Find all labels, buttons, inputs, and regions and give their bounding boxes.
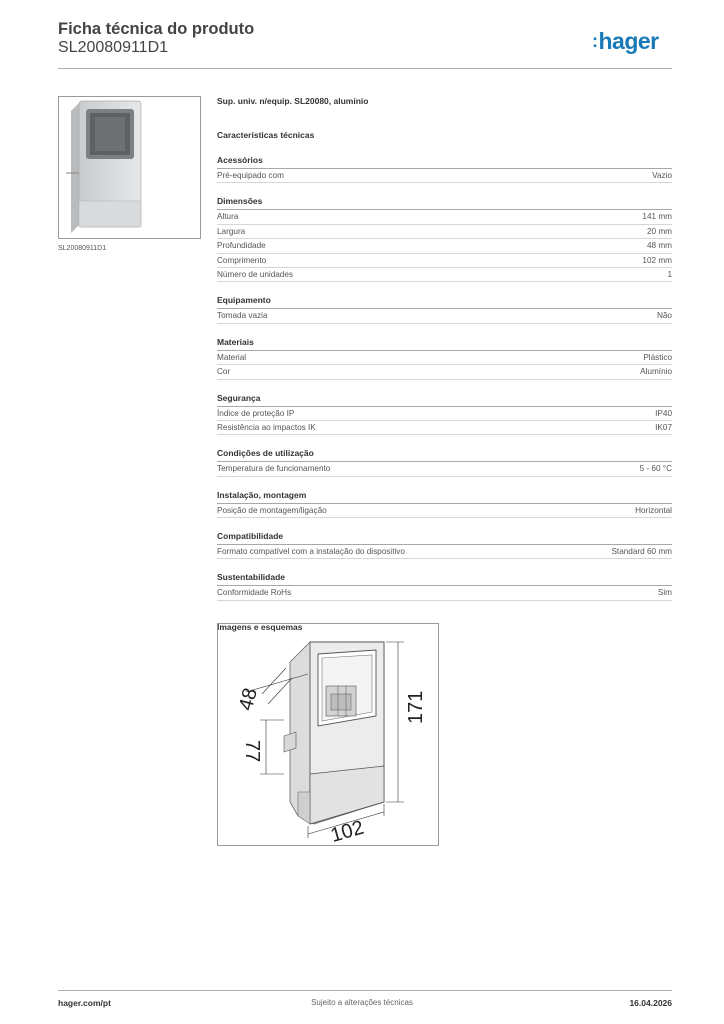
spec-label: Conformidade RoHs [217,588,292,598]
spec-label: Profundidade [217,241,266,251]
spec-label: Largura [217,226,246,236]
spec-label: Material [217,352,247,362]
spec-row [217,239,672,253]
product-code: SL20080911D1 [58,39,169,56]
spec-group-title: Acessórios [217,155,672,169]
spec-label: Comprimento [217,255,267,265]
hager-logo [592,28,659,55]
spec-group [217,337,672,380]
spec-group-title: Instalação, montagem [217,490,672,504]
spec-label: Pré-equipado com [217,171,284,180]
spec-group [217,448,672,476]
spec-row [217,210,672,224]
spec-row [217,225,672,239]
spec-row [217,254,672,268]
spec-row [217,351,672,365]
product-thumbnail [58,96,201,239]
spec-group-title: Materiais [217,337,672,351]
header-divider [58,68,672,69]
spec-row [217,421,672,435]
spec-value: 102 mm [642,255,672,265]
spec-value: Sim [657,588,672,598]
spec-row [217,462,672,476]
spec-label: Cor [217,367,231,377]
spec-group [217,295,672,323]
spec-label: Altura [217,212,239,222]
spec-label: Resistência ao impactos IK [217,422,316,432]
spec-value: 1 [667,269,672,279]
spec-value: Não [656,311,672,321]
spec-group-title: Dimensões [217,196,672,210]
footer-date: 16.04.2026 [629,998,672,1008]
spec-label: Índice de proteção IP [217,408,295,418]
spec-row [217,169,672,183]
product-photo [59,97,200,238]
spec-group-title: Equipamento [217,295,672,309]
spec-value: 141 mm [642,212,672,222]
spec-label: Temperatura de funcionamento [217,464,331,474]
dimension-depth-label: 48 [234,685,263,713]
spec-group-title: Segurança [217,393,672,407]
spec-group [217,531,672,559]
spec-label: Número de unidades [217,269,294,279]
spec-group [217,393,672,436]
product-description: Sup. univ. n/equip. SL20080, alumínio [217,96,369,106]
spec-content [217,96,672,634]
images-section-title: Imagens e esquemas [217,621,303,632]
spec-groups [217,155,672,601]
spec-row [217,268,672,282]
dimension-drawing [218,624,438,845]
footer-website-link[interactable]: hager.com/pt [58,998,111,1008]
spec-group-title: Sustentabilidade [217,572,672,586]
technical-drawing [217,623,439,846]
spec-group [217,196,672,282]
spec-label: Posição de montagem/ligação [217,505,327,515]
spec-group [217,490,672,518]
spec-row [217,545,672,559]
page-title: Ficha técnica do produto [58,20,255,38]
dimension-inner-height-label: 77 [241,740,263,763]
spec-value: 5 - 60 °C [639,464,672,474]
spec-value: Vazio [652,171,672,180]
spec-value: 20 mm [646,226,672,236]
spec-value: IK07 [655,422,672,432]
dimension-height-label: 171 [405,690,427,724]
dimension-width-label: 102 [328,816,367,845]
spec-group [217,572,672,600]
spec-group-title: Compatibilidade [217,531,672,545]
technical-section-title: Características técnicas [217,130,315,140]
footer-divider [58,990,672,991]
footer-disclaimer: Sujeito a alterações técnicas [311,998,413,1007]
spec-label: Formato compatível com a instalação do dispositivo [217,547,405,557]
spec-row [217,504,672,518]
spec-value: IP40 [655,408,672,418]
thumbnail-caption: SL20080911D1 [58,245,107,252]
spec-group [217,155,672,183]
logo-dots-icon: : [592,31,598,51]
spec-row [217,365,672,379]
logo-text: hager [598,28,659,54]
spec-value: Plástico [643,352,672,362]
spec-row [217,407,672,421]
spec-value: 48 mm [646,241,672,251]
spec-label: Tomada vazia [217,311,268,321]
spec-row [217,309,672,323]
spec-row [217,586,672,600]
spec-value: Horizontal [635,505,672,515]
spec-value: Standard 60 mm [611,547,672,557]
spec-group-title: Condições de utilização [217,448,672,462]
spec-value: Alumínio [640,367,672,377]
